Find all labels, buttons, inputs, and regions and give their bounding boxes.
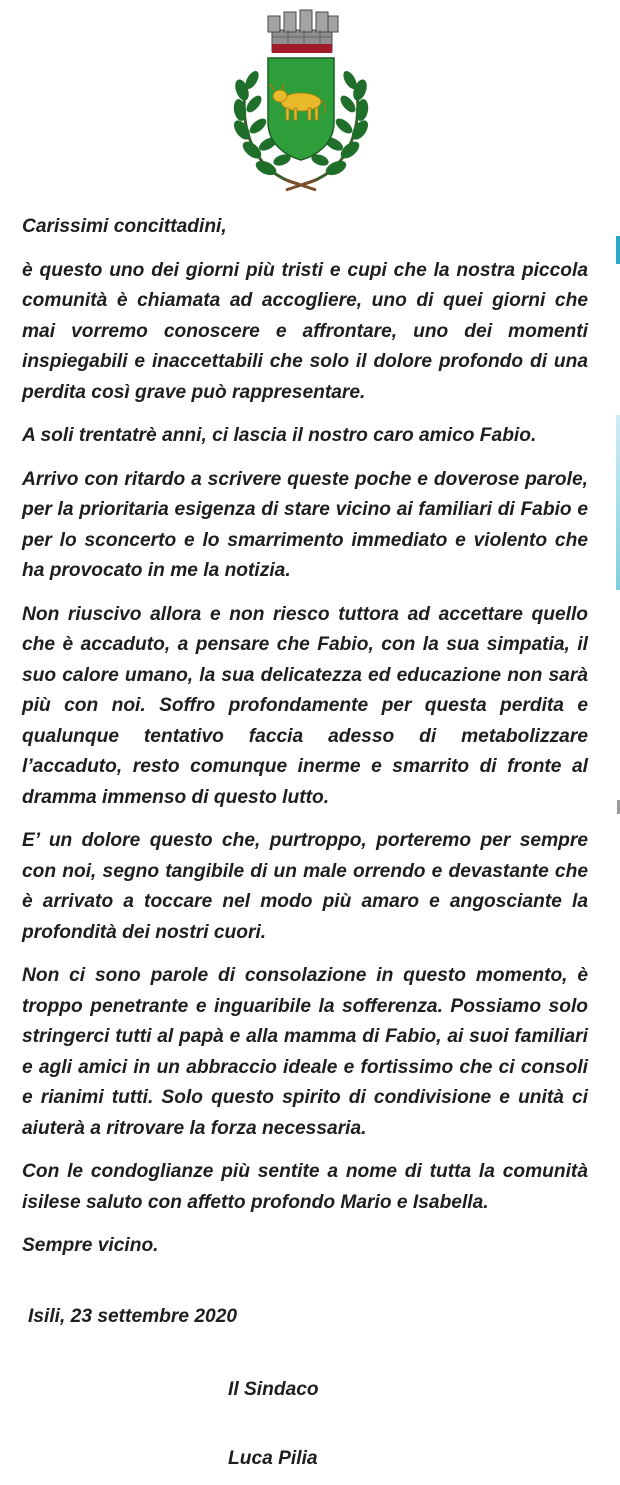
letter-paragraph: A soli trentatrè anni, ci lascia il nostro caro amico Fabio. (22, 425, 537, 446)
letter-paragraph: Non ci sono parole di consolazione in questo momento, è troppo penetrante e inguaribile la sofferenza. Possiamo solo stringerci tutti al papà e alla mamma di Fabio, ai suoi familiari e agli amici in un abbraccio ideale e fortissimo che ci consoli e rianimi tutti. Solo questo spirito di condivisione e unità ci aiuterà a ritrovare la forza necessaria. (22, 965, 588, 1139)
mural-crown-icon (268, 10, 338, 53)
letter-paragraph: Arrivo con ritardo a scrivere queste poche e doverose parole, per la prioritaria esigenza di stare vicino ai familiari di Fabio e per lo sconcerto e lo smarrimento immediato e violento che ha provocato in me la notizia. (22, 468, 588, 581)
ribbon-icon (286, 180, 316, 190)
letter-paragraph: è questo uno dei giorni più tristi e cupi che la nostra piccola comunità è chiamata ad accogliere, uno di quei giorni che mai vorremo conoscere e affrontare, uno dei momenti inspiegabili e inaccettabili che solo il dolore profondo di una perdita così grave può rappresentare. (22, 259, 588, 403)
letter-date: Isili, 23 settembre 2020 (28, 1306, 238, 1327)
letter-closing: Sempre vicino. (22, 1235, 159, 1256)
letter-paragraph: Non riuscivo allora e non riesco tuttora ad accettare quello che è accaduto, a pensare che Fabio, con la sua simpatia, il suo calore umano, la sua delicatezza ed educazione non sarà più con noi. Soffro profondamente per questa perdita e qualunque tentativo faccia adesso di metabolizzare l’accaduto, resto comunque inerme e smarrito di fronte al dramma immenso di questo lutto. (22, 603, 588, 808)
background-edge-fragment (616, 236, 620, 264)
letter-body (22, 212, 588, 1275)
coat-of-arms-icon (228, 4, 374, 200)
letter-paragraph: Con le condoglianze più sentite a nome di tutta la comunità isilese saluto con affetto profondo Mario e Isabella. (22, 1161, 588, 1213)
signature-name: Luca Pilia (228, 1448, 318, 1469)
background-edge-fragment (616, 415, 620, 590)
signature-title: Il Sindaco (228, 1379, 319, 1400)
letter-greeting: Carissimi concittadini, (22, 216, 227, 237)
letter-paragraph: E’ un dolore questo che, purtroppo, porteremo per sempre con noi, segno tangibile di un male orrendo e devastante che è arrivato a toccare nel modo più amaro e angosciante la profondità dei nostri cuori. (22, 830, 588, 943)
